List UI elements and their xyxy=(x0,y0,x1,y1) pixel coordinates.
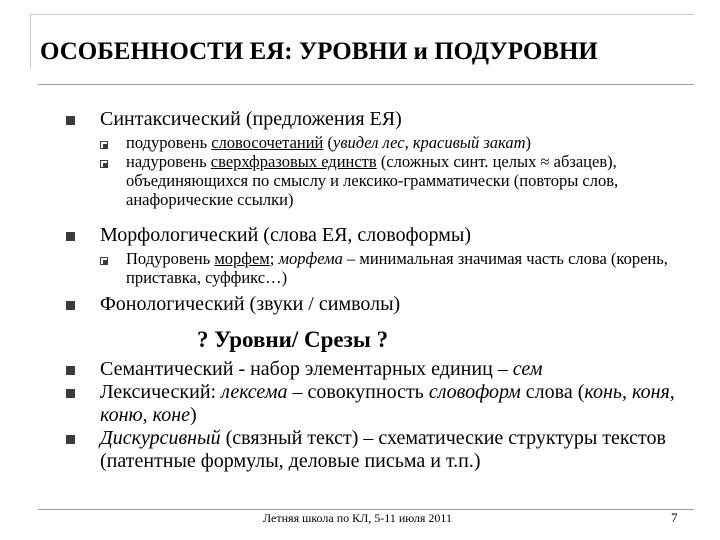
square-bullet-icon xyxy=(66,301,75,310)
example-text: красивый закат xyxy=(412,133,526,152)
level-phonological: Фонологический (звуки / символы) xyxy=(100,293,401,315)
sublevel-phrases xyxy=(126,133,691,152)
level-syntactic: Синтаксический (предложения ЕЯ) xyxy=(100,108,402,130)
level-lexical xyxy=(100,381,680,427)
text-run: Лексический: xyxy=(100,381,222,403)
square-bullet-icon xyxy=(66,435,75,444)
hollow-square-bullet-icon xyxy=(100,141,108,149)
text-run: (сложных синт. целых ≈ абзацев), объединяющихся по смыслу и лексико-грамматически (повторы слов, анафорические ссылки) xyxy=(126,152,619,209)
text-run: подуровень xyxy=(126,133,212,152)
footer-divider xyxy=(38,509,694,510)
term-phrases: словосочетаний xyxy=(211,133,324,152)
title-divider xyxy=(38,84,694,85)
text-run: , xyxy=(404,133,413,152)
text-run: – совокупность xyxy=(287,381,429,403)
page-number: 7 xyxy=(671,510,678,525)
term-wordforms: словоформ xyxy=(428,381,521,403)
example-text: конь, коня, коню, коне xyxy=(100,381,675,426)
level-discourse xyxy=(100,427,680,473)
term-discourse: Дискурсивный xyxy=(100,427,221,449)
term-lexeme: лексема xyxy=(221,381,288,403)
term-morphemes: морфем xyxy=(214,249,270,268)
hollow-square-bullet-icon xyxy=(100,257,108,265)
term-superphrasal-units: сверхфразовых единств xyxy=(210,152,377,171)
square-bullet-icon xyxy=(66,116,75,125)
square-bullet-icon xyxy=(66,389,75,398)
footer-text: Летняя школа по КЛ, 5-11 июля 2011 xyxy=(263,511,452,525)
level-morphological: Морфологический (слова ЕЯ, словоформы) xyxy=(100,224,472,246)
term-semes: сем xyxy=(512,358,543,380)
section-subtitle: ? Уровни/ Срезы ? xyxy=(197,327,389,352)
text-run: ( xyxy=(323,133,334,152)
text-run: – минимальная значимая часть слова (корень, приставка, суффикс…) xyxy=(126,249,668,287)
text-run: ) xyxy=(525,133,531,152)
example-text: увидел лес xyxy=(333,133,405,152)
slide-frame-top-line xyxy=(30,14,694,15)
sublevel-superphrasal xyxy=(126,152,691,209)
level-semantic xyxy=(100,358,680,381)
text-run: Семантический - набор элементарных единиц – xyxy=(100,358,513,380)
square-bullet-icon xyxy=(66,366,75,375)
hollow-square-bullet-icon xyxy=(100,160,108,168)
text-run: ; xyxy=(269,249,279,268)
text-run: ) xyxy=(190,404,197,426)
slide-title: ОСОБЕННОСТИ ЕЯ: УРОВНИ и ПОДУРОВНИ xyxy=(40,38,598,65)
text-run: (связный текст) – схематические структуры текстов (патентные формулы, деловые письма и т.п.) xyxy=(100,427,666,472)
text-run: надуровень xyxy=(126,152,211,171)
text-run: слова ( xyxy=(520,381,585,403)
sublevel-morphemes xyxy=(126,249,691,287)
square-bullet-icon xyxy=(66,232,75,241)
term-morpheme: морфема xyxy=(278,249,343,268)
text-run: Подуровень xyxy=(126,249,215,268)
slide-frame-left-line xyxy=(30,14,31,68)
